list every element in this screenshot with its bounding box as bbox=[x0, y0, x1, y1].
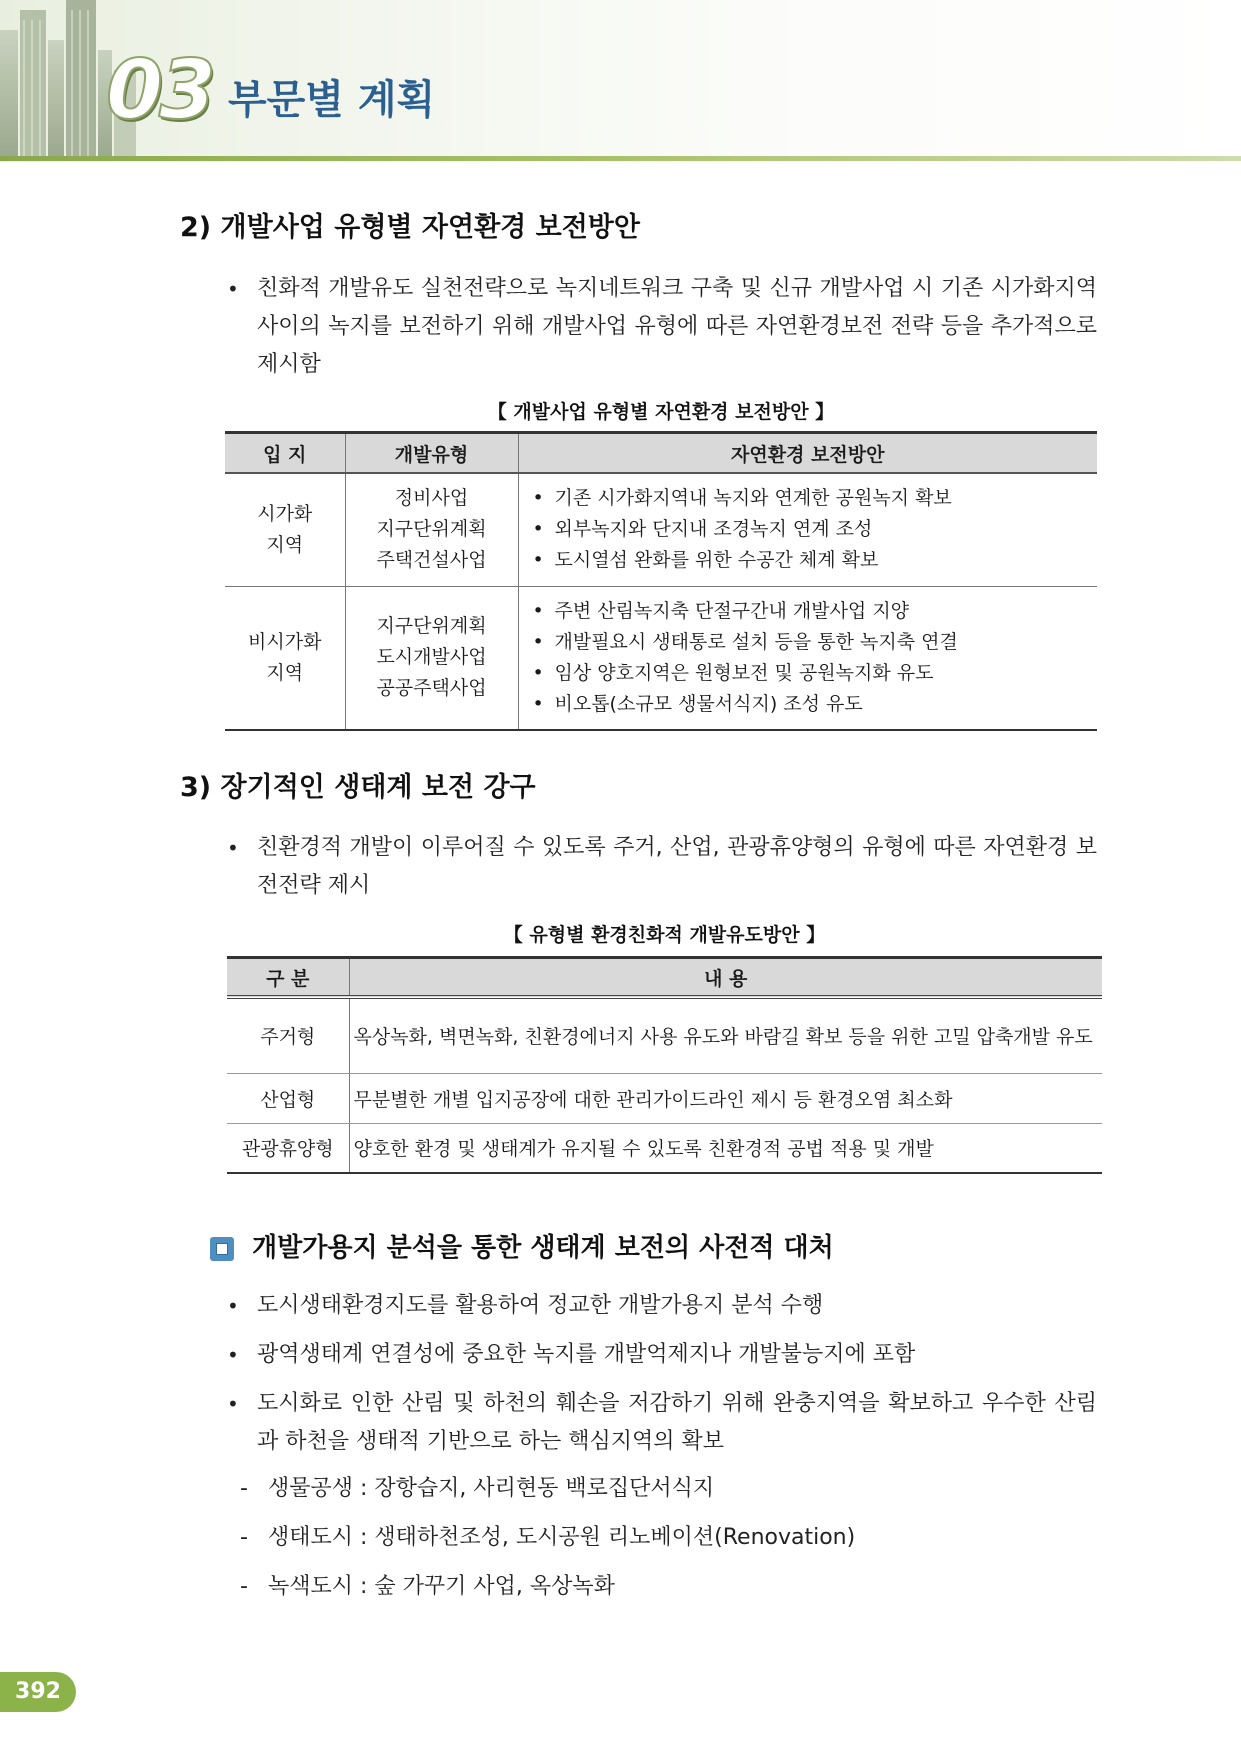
table-2-caption: 【 유형별 환경친화적 개발유도방안 】 bbox=[503, 924, 826, 946]
table-cell-location: 시가화 지역 bbox=[225, 473, 345, 586]
dash-marker: - bbox=[240, 1525, 248, 1550]
section-3-paragraph-text: 친환경적 개발이 이루어질 수 있도록 주거, 산업, 관광휴양형의 유형에 따른 자연환경 보전전략 제시 bbox=[257, 835, 1097, 898]
table-cell-type: 산업형 bbox=[227, 1073, 349, 1123]
table-cell-dev-types: 지구단위계획 도시개발사업 공공주택사업 bbox=[345, 586, 518, 730]
table-row bbox=[225, 473, 1097, 586]
table-cell-dev-types: 정비사업 지구단위계획 주택건설사업 bbox=[345, 473, 518, 586]
list-item: • 비오톱(소규모 생물서식지) 조성 유도 bbox=[533, 689, 1098, 720]
header-divider bbox=[0, 156, 1241, 161]
list-item: • 외부녹지와 단지내 조경녹지 연계 조성 bbox=[533, 514, 1098, 545]
section-4-dash-item bbox=[240, 1519, 1098, 1557]
table-2-header-category: 구 분 bbox=[227, 958, 349, 998]
section-2-paragraph-text: 친화적 개발유도 실천전략으로 녹지네트워크 구축 및 신규 개발사업 시 기존 시가화지역 사이의 녹지를 보전하기 위해 개발사업 유형에 따른 자연환경보전 전략 등을 추가적으로 제시함 bbox=[257, 276, 1097, 377]
bullet: • bbox=[227, 836, 239, 860]
bullet: • bbox=[227, 1294, 239, 1318]
bullet: • bbox=[227, 1343, 239, 1367]
table-cell-measures bbox=[518, 586, 1097, 730]
table-1-header-dev-type: 개발유형 bbox=[345, 433, 518, 474]
chapter-title: 부문별 계획 bbox=[228, 77, 436, 123]
list-item: • 기존 시가화지역내 녹지와 연계한 공원녹지 확보 bbox=[533, 483, 1098, 514]
table-1-header-measures: 자연환경 보전방안 bbox=[518, 433, 1097, 474]
list-item: • 도시열섬 완화를 위한 수공간 체계 확보 bbox=[533, 545, 1098, 576]
section-4-bullet-text: 도시화로 인한 산림 및 하천의 훼손을 저감하기 위해 완충지역을 확보하고 우수한 산림과 하천을 생태적 기반으로 하는 핵심지역의 확보 bbox=[257, 1391, 1097, 1454]
section-4-bullet bbox=[227, 1385, 1097, 1461]
table-cell-content: 양호한 환경 및 생태계가 유지될 수 있도록 친환경적 공법 적용 및 개발 bbox=[349, 1123, 1102, 1173]
chapter-number: 03 bbox=[106, 43, 213, 138]
table-cell-type: 주거형 bbox=[227, 997, 349, 1073]
section-2-title: 2) 개발사업 유형별 자연환경 보전방안 bbox=[180, 212, 640, 243]
section-4-bullet bbox=[227, 1336, 1097, 1374]
dash-item-text: 녹색도시 : 숲 가꾸기 사업, 옥상녹화 bbox=[268, 1574, 615, 1599]
table-row bbox=[227, 1123, 1102, 1173]
table-1-caption: 【 개발사업 유형별 자연환경 보전방안 】 bbox=[487, 401, 835, 423]
section-2-paragraph bbox=[227, 270, 1097, 384]
table-cell-content: 옥상녹화, 벽면녹화, 친환경에너지 사용 유도와 바람길 확보 등을 위한 고밀 압축개발 유도 bbox=[349, 997, 1102, 1073]
dash-marker: - bbox=[240, 1476, 248, 1501]
table-row bbox=[225, 586, 1097, 730]
section-4-bullet bbox=[227, 1287, 1097, 1325]
section-3-title: 3) 장기적인 생태계 보전 강구 bbox=[180, 772, 536, 803]
section-4-bullet-text: 광역생태계 연결성에 중요한 녹지를 개발억제지나 개발불능지에 포함 bbox=[257, 1342, 916, 1367]
list-item: • 임상 양호지역은 원형보전 및 공원녹지화 유도 bbox=[533, 658, 1098, 689]
list-item: • 주변 산림녹지축 단절구간내 개발사업 지양 bbox=[533, 596, 1098, 627]
page-number: 392 bbox=[0, 1672, 76, 1712]
table-eco-friendly-development-by-type bbox=[227, 956, 1102, 1174]
square-bullet-icon bbox=[210, 1237, 234, 1261]
chapter-header bbox=[0, 0, 1241, 162]
section-4-dash-item bbox=[240, 1568, 1098, 1606]
table-row bbox=[227, 997, 1102, 1073]
section-4-bullet-text: 도시생태환경지도를 활용하여 정교한 개발가용지 분석 수행 bbox=[257, 1293, 824, 1318]
table-2-header-content: 내 용 bbox=[349, 958, 1102, 998]
table-conservation-by-development-type bbox=[225, 431, 1097, 731]
dash-item-text: 생태도시 : 생태하천조성, 도시공원 리노베이션(Renovation) bbox=[268, 1525, 856, 1550]
table-cell-measures bbox=[518, 473, 1097, 586]
section-4-title: 개발가용지 분석을 통한 생태계 보전의 사전적 대처 bbox=[252, 1233, 834, 1263]
table-1-header-location: 입 지 bbox=[225, 433, 345, 474]
bullet: • bbox=[227, 1392, 239, 1416]
section-4-dash-item bbox=[240, 1470, 1098, 1508]
bullet: • bbox=[227, 277, 239, 301]
table-cell-type: 관광휴양형 bbox=[227, 1123, 349, 1173]
table-cell-location: 비시가화 지역 bbox=[225, 586, 345, 730]
dash-item-text: 생물공생 : 장항습지, 사리현동 백로집단서식지 bbox=[268, 1476, 715, 1501]
list-item: • 개발필요시 생태통로 설치 등을 통한 녹지축 연결 bbox=[533, 627, 1098, 658]
table-cell-content: 무분별한 개별 입지공장에 대한 관리가이드라인 제시 등 환경오염 최소화 bbox=[349, 1073, 1102, 1123]
dash-marker: - bbox=[240, 1574, 248, 1599]
table-row bbox=[227, 1073, 1102, 1123]
section-3-paragraph bbox=[227, 829, 1097, 905]
